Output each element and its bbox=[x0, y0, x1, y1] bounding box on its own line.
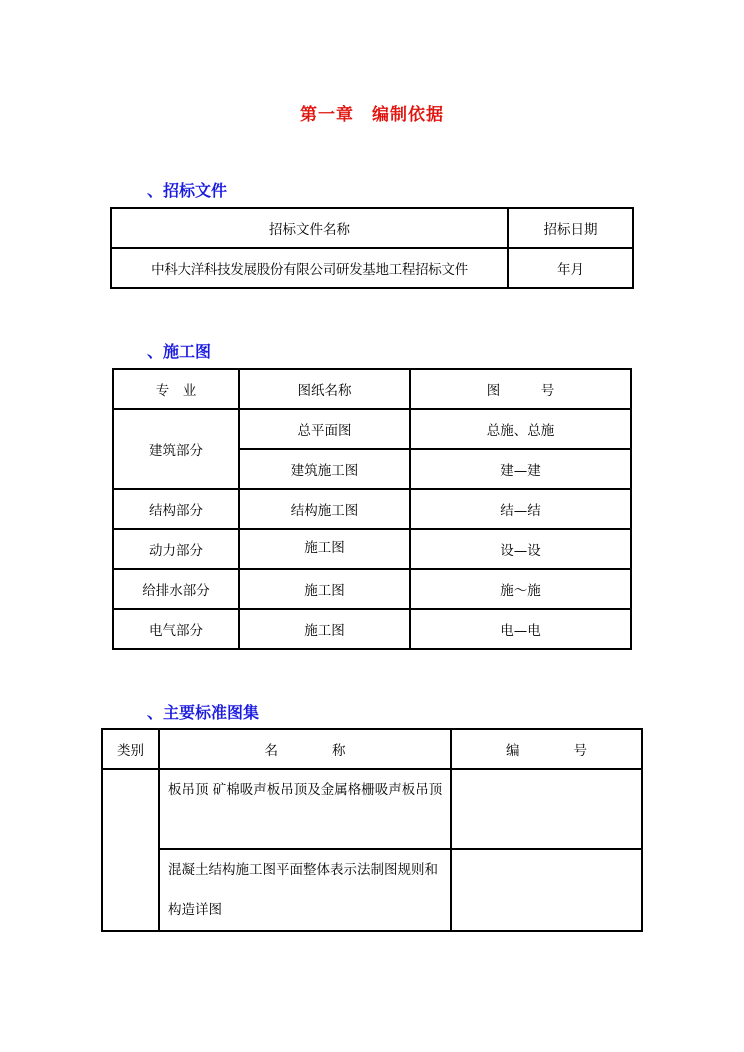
table-row bbox=[113, 409, 631, 449]
bidding-docs-table bbox=[110, 207, 634, 289]
section-heading-drawings: 、施工图 bbox=[147, 342, 212, 361]
drawing-name-cell: 施工图 bbox=[239, 609, 410, 649]
header-bid-date: 招标日期 bbox=[508, 208, 633, 248]
atlas-number-cell bbox=[451, 769, 642, 849]
chapter-title: 第一章 编制依据 bbox=[300, 105, 444, 125]
table-row bbox=[113, 609, 631, 649]
drawing-number-cell: 施～施 bbox=[410, 569, 631, 609]
drawing-name-cell: 建筑施工图 bbox=[239, 449, 410, 489]
table-row bbox=[111, 248, 633, 288]
header-discipline: 专 业 bbox=[113, 369, 239, 409]
category-cell bbox=[102, 769, 159, 931]
doc-name-cell: 中科大洋科技发展股份有限公司研发基地工程招标文件 bbox=[111, 248, 508, 288]
header-atlas-name: 名 称 bbox=[159, 729, 451, 769]
drawing-name-cell: 施工图 bbox=[239, 569, 410, 609]
section-heading-bidding-docs: 、招标文件 bbox=[147, 181, 228, 200]
discipline-cell: 给排水部分 bbox=[113, 569, 239, 609]
drawings-table bbox=[112, 368, 632, 650]
drawing-name-cell: 施工图 bbox=[239, 529, 410, 569]
atlas-name-cell: 板吊顶 矿棉吸声板吊顶及金属格栅吸声板吊顶 bbox=[159, 769, 451, 849]
drawing-number-cell: 设—设 bbox=[410, 529, 631, 569]
table-row bbox=[102, 849, 642, 931]
section-heading-standard-atlases: 、主要标准图集 bbox=[147, 703, 260, 722]
table-row bbox=[102, 769, 642, 849]
drawing-number-cell: 电—电 bbox=[410, 609, 631, 649]
header-category: 类别 bbox=[102, 729, 159, 769]
drawing-number-cell: 建—建 bbox=[410, 449, 631, 489]
header-drawing-number: 图 号 bbox=[410, 369, 631, 409]
table-row bbox=[113, 569, 631, 609]
drawing-name-cell: 总平面图 bbox=[239, 409, 410, 449]
header-atlas-number: 编 号 bbox=[451, 729, 642, 769]
standard-atlases-table bbox=[101, 728, 643, 932]
drawing-number-cell: 结—结 bbox=[410, 489, 631, 529]
drawing-number-cell: 总施、总施 bbox=[410, 409, 631, 449]
discipline-cell: 建筑部分 bbox=[113, 409, 239, 489]
atlas-name-cell: 混凝土结构施工图平面整体表示法制图规则和构造详图 bbox=[159, 849, 451, 931]
header-doc-name: 招标文件名称 bbox=[111, 208, 508, 248]
discipline-cell: 结构部分 bbox=[113, 489, 239, 529]
table-row bbox=[113, 489, 631, 529]
drawing-name-cell: 结构施工图 bbox=[239, 489, 410, 529]
header-drawing-name: 图纸名称 bbox=[239, 369, 410, 409]
atlas-number-cell bbox=[451, 849, 642, 931]
discipline-cell: 电气部分 bbox=[113, 609, 239, 649]
bid-date-cell: 年月 bbox=[508, 248, 633, 288]
discipline-cell: 动力部分 bbox=[113, 529, 239, 569]
table-row bbox=[113, 529, 631, 569]
